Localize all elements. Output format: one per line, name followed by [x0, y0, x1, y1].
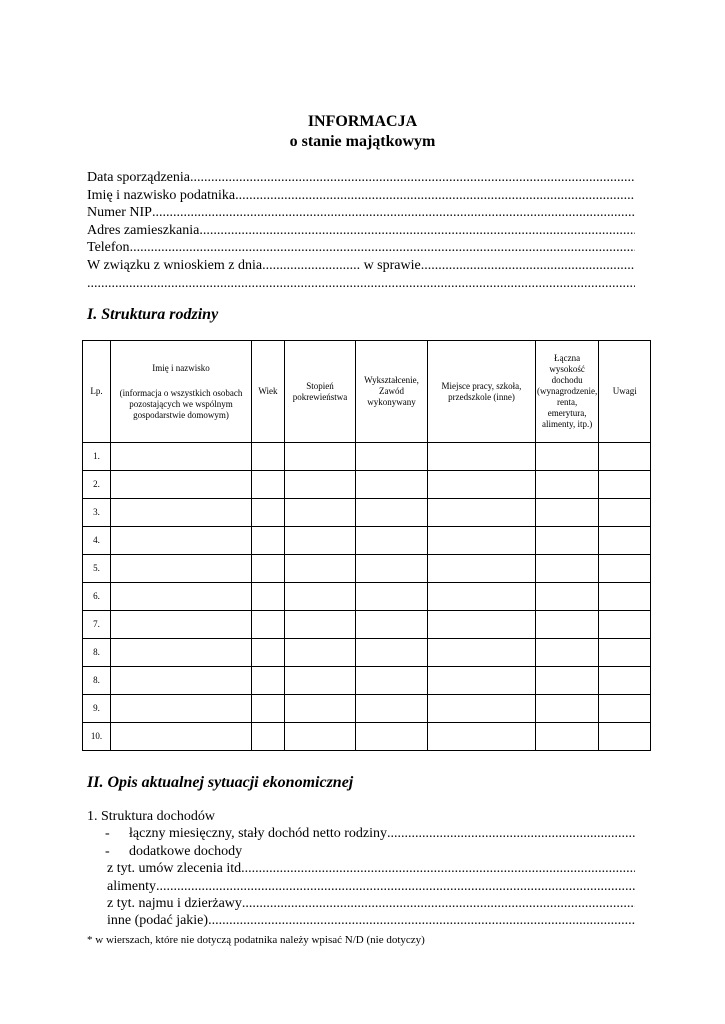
table-cell[interactable]	[285, 583, 356, 611]
table-cell[interactable]	[111, 527, 252, 555]
income-sub-alimony[interactable]	[87, 878, 635, 895]
col-education: Wykształcenie, Zawód wykonywany	[356, 341, 428, 443]
table-cell[interactable]	[252, 639, 285, 667]
table-cell[interactable]	[356, 499, 428, 527]
section-family-structure: I. Struktura rodziny	[87, 306, 219, 323]
row-number: 4.	[83, 527, 111, 555]
income-sub-contracts[interactable]	[87, 860, 635, 877]
row-number: 10.	[83, 723, 111, 751]
family-table	[82, 340, 651, 751]
table-cell[interactable]	[111, 723, 252, 751]
table-row	[83, 471, 651, 499]
table-cell[interactable]	[356, 667, 428, 695]
dotted-fill	[235, 187, 635, 205]
income-label: dodatkowe dochody	[129, 843, 243, 859]
income-sub-label: z tyt. najmu i dzierżawy	[107, 895, 242, 911]
row-number: 9.	[83, 695, 111, 723]
table-cell[interactable]	[252, 499, 285, 527]
field-label: Telefon	[87, 240, 130, 256]
table-row	[83, 695, 651, 723]
field-name[interactable]	[87, 187, 635, 205]
dotted-fill	[208, 912, 635, 929]
field-label: Numer NIP	[87, 205, 152, 221]
field-label: Adres zamieszkania	[87, 222, 200, 238]
table-cell[interactable]	[599, 471, 651, 499]
table-cell[interactable]	[599, 723, 651, 751]
table-row	[83, 639, 651, 667]
table-row	[83, 443, 651, 471]
table-cell[interactable]	[536, 471, 599, 499]
table-cell[interactable]	[536, 499, 599, 527]
dotted-fill	[130, 239, 635, 257]
table-cell[interactable]	[285, 499, 356, 527]
income-heading	[87, 808, 635, 825]
dotted-fill	[87, 275, 635, 293]
table-cell[interactable]	[356, 443, 428, 471]
table-cell[interactable]	[599, 667, 651, 695]
income-item-total[interactable]	[87, 825, 635, 842]
dotted-fill	[245, 860, 635, 877]
table-row	[83, 611, 651, 639]
table-cell[interactable]	[536, 583, 599, 611]
dotted-fill	[387, 825, 635, 842]
table-header-row	[83, 341, 651, 443]
dotted-fill	[242, 895, 635, 912]
table-row	[83, 667, 651, 695]
document-subtitle: o stanie majątkowym	[289, 133, 436, 150]
income-label: łączny miesięczny, stały dochód netto rodziny	[129, 826, 388, 842]
document-title: INFORMACJA	[307, 113, 418, 130]
table-cell[interactable]	[285, 639, 356, 667]
table-cell[interactable]	[536, 443, 599, 471]
table-cell[interactable]	[252, 527, 285, 555]
table-cell[interactable]	[111, 499, 252, 527]
row-number: 1.	[83, 443, 111, 471]
table-cell[interactable]	[252, 471, 285, 499]
dotted-fill	[421, 257, 635, 275]
income-sub-rent[interactable]	[87, 895, 635, 912]
table-cell[interactable]	[428, 611, 536, 639]
table-cell[interactable]	[111, 471, 252, 499]
income-sub-label: alimenty	[107, 878, 156, 894]
field-phone[interactable]	[87, 239, 635, 257]
table-cell[interactable]	[252, 611, 285, 639]
income-sub-other[interactable]	[87, 912, 635, 929]
table-cell[interactable]	[356, 555, 428, 583]
table-cell[interactable]	[428, 443, 536, 471]
table-cell[interactable]	[599, 527, 651, 555]
row-number: 8.	[83, 667, 111, 695]
row-number: 5.	[83, 555, 111, 583]
col-income: Łączna wysokość dochodu (wynagrodzenie, renta, emerytura, alimenty, itp.)	[536, 341, 599, 443]
row-number: 8.	[83, 639, 111, 667]
table-cell[interactable]	[252, 443, 285, 471]
field-continuation[interactable]	[87, 275, 635, 293]
header-form	[87, 169, 635, 292]
table-cell[interactable]	[428, 499, 536, 527]
dotted-fill	[190, 169, 635, 187]
income-item-additional	[87, 843, 635, 860]
table-cell[interactable]	[285, 667, 356, 695]
dotted-fill	[156, 878, 635, 895]
table-cell[interactable]	[536, 723, 599, 751]
table-cell[interactable]	[252, 555, 285, 583]
table-row	[83, 555, 651, 583]
table-cell[interactable]	[536, 639, 599, 667]
table-cell[interactable]	[536, 527, 599, 555]
field-label: W związku z wnioskiem z dnia............................ w sprawie	[87, 257, 421, 273]
field-date[interactable]	[87, 169, 635, 187]
income-section	[87, 808, 635, 930]
table-cell[interactable]	[285, 611, 356, 639]
table-cell[interactable]	[252, 583, 285, 611]
table-cell[interactable]	[285, 527, 356, 555]
dotted-fill	[199, 222, 635, 240]
row-number: 6.	[83, 583, 111, 611]
field-address[interactable]	[87, 222, 635, 240]
table-cell[interactable]	[111, 639, 252, 667]
table-cell[interactable]	[285, 723, 356, 751]
table-cell[interactable]	[111, 667, 252, 695]
table-cell[interactable]	[356, 723, 428, 751]
col-relation: Stopień pokrewieństwa	[285, 341, 356, 443]
table-cell[interactable]	[428, 555, 536, 583]
table-cell[interactable]	[111, 443, 252, 471]
field-request[interactable]	[87, 257, 635, 275]
table-cell[interactable]	[536, 611, 599, 639]
list-dash: -	[105, 826, 110, 842]
col-name-note: (informacja o wszystkich osobach pozostających we wspólnym gospodarstwie domowym)	[119, 387, 243, 420]
table-cell[interactable]	[599, 499, 651, 527]
section-economic-situation: II. Opis aktualnej sytuacji ekonomicznej	[87, 774, 354, 791]
table-cell[interactable]	[428, 527, 536, 555]
table-cell[interactable]	[252, 695, 285, 723]
table-cell[interactable]	[252, 667, 285, 695]
field-label: Data sporządzenia	[87, 170, 190, 185]
table-cell[interactable]	[111, 695, 252, 723]
list-dash: -	[105, 843, 110, 859]
table-cell[interactable]	[599, 555, 651, 583]
income-sub-label: z tyt. umów zlecenia itd.	[107, 861, 245, 877]
table-row	[83, 527, 651, 555]
table-cell[interactable]	[356, 695, 428, 723]
table-cell[interactable]	[252, 723, 285, 751]
table-cell[interactable]	[536, 667, 599, 695]
table-row	[83, 499, 651, 527]
table-cell[interactable]	[599, 611, 651, 639]
table-cell[interactable]	[599, 583, 651, 611]
table-cell[interactable]	[285, 555, 356, 583]
table-cell[interactable]	[428, 583, 536, 611]
table-row	[83, 583, 651, 611]
table-cell[interactable]	[428, 695, 536, 723]
table-cell[interactable]	[599, 695, 651, 723]
field-label: Imię i nazwisko podatnika	[87, 187, 236, 203]
col-age: Wiek	[252, 341, 285, 443]
table-cell[interactable]	[285, 443, 356, 471]
table-cell[interactable]	[356, 583, 428, 611]
row-number: 2.	[83, 471, 111, 499]
table-cell[interactable]	[428, 723, 536, 751]
table-cell[interactable]	[356, 471, 428, 499]
field-nip[interactable]	[87, 204, 635, 222]
row-number: 3.	[83, 499, 111, 527]
dotted-fill	[152, 204, 635, 222]
table-cell[interactable]	[356, 527, 428, 555]
income-sub-label: inne (podać jakie)	[107, 913, 209, 929]
table-cell[interactable]	[285, 695, 356, 723]
income-heading-label: 1. Struktura dochodów	[87, 809, 215, 824]
table-cell[interactable]	[599, 639, 651, 667]
table-cell[interactable]	[356, 639, 428, 667]
footnote: * w wierszach, które nie dotyczą podatnika należy wpisać N/D (nie dotyczy)	[87, 934, 425, 946]
table-cell[interactable]	[111, 611, 252, 639]
col-remarks: Uwagi	[599, 341, 651, 443]
table-cell[interactable]	[111, 555, 252, 583]
table-cell[interactable]	[536, 555, 599, 583]
table-row	[83, 723, 651, 751]
col-name	[111, 341, 252, 443]
table-cell[interactable]	[428, 667, 536, 695]
table-cell[interactable]	[285, 471, 356, 499]
table-cell[interactable]	[428, 639, 536, 667]
row-number: 7.	[83, 611, 111, 639]
col-lp: Lp.	[83, 341, 111, 443]
col-workplace: Miejsce pracy, szkoła, przedszkole (inne)	[428, 341, 536, 443]
table-cell[interactable]	[111, 583, 252, 611]
table-cell[interactable]	[356, 611, 428, 639]
table-cell[interactable]	[428, 471, 536, 499]
table-cell[interactable]	[599, 443, 651, 471]
col-name-label: Imię i nazwisko	[152, 362, 210, 373]
table-cell[interactable]	[536, 695, 599, 723]
